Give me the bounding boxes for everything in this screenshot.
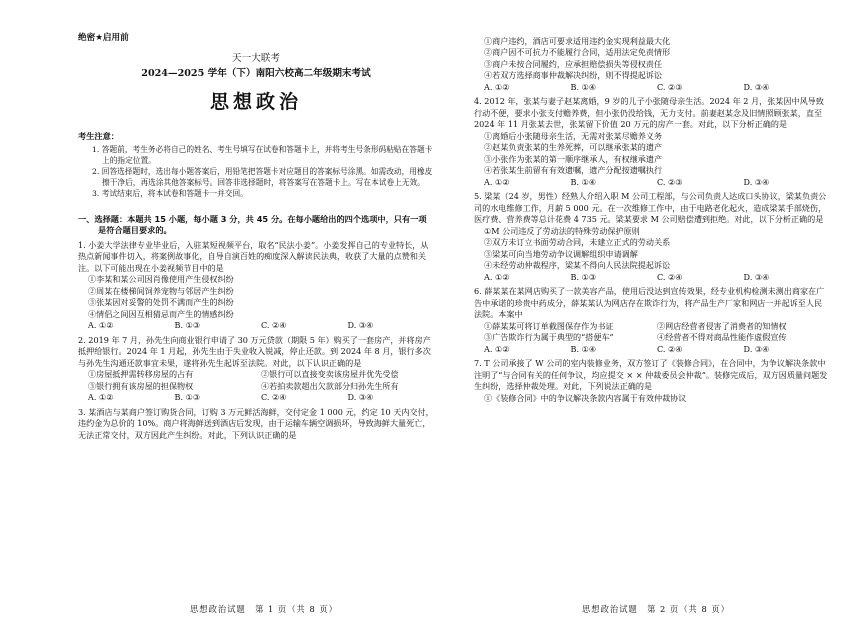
choice-a: A. ①② [484, 271, 510, 282]
choice-c: C. ②④ [657, 343, 683, 354]
options-grid [474, 321, 830, 344]
option-2: ②商户因不可抗力不能履行合同，适用法定免责情形 [484, 47, 671, 58]
question-5 [474, 191, 830, 283]
option-1: ①商户违约，酒店可要求适用违约金实现利益最大化 [484, 36, 671, 46]
option-1: ①房屋抵押需转移房屋的占有 [88, 369, 194, 380]
choice-c: C. ②③ [657, 81, 683, 92]
choice-d: D. ③④ [743, 81, 770, 92]
page-footer-left: 思想政治试题 第 1 页（共 8 页） [190, 604, 338, 614]
choice-a: A. ①② [88, 320, 114, 331]
question-1 [78, 240, 434, 332]
choice-d: D. ③④ [347, 320, 374, 331]
choice-c: C. ②④ [657, 271, 683, 282]
choice-d: D. ③④ [347, 392, 374, 403]
choice-c: C. ②④ [261, 392, 287, 403]
option-4: ④若双方选择商事仲裁解决纠纷，则不得提起诉讼 [484, 70, 663, 81]
note-item-3: 3. 考试结束后，将本试卷和答题卡一并交回。 [92, 188, 248, 198]
notes-block [78, 131, 434, 199]
option-3: ③张某因对妥警的处罚不满而产生的纠纷 [88, 297, 234, 308]
option-1: ①M 公司违反了劳动法的特殊劳动保护原则 [484, 225, 640, 236]
option-3: ③小张作为张某的第一顺序继承人，有权继承遗产 [484, 153, 663, 164]
choice-b: B. ①③ [174, 392, 201, 403]
answer-choices [78, 320, 434, 331]
exam-org: 天一大联考 [232, 53, 280, 65]
subject-title: 思想政治 [209, 91, 302, 114]
choice-a: A. ①② [484, 343, 510, 354]
answer-choices [474, 177, 830, 188]
option-2: ②双方未订立书面劳动合同，未建立正式的劳动关系 [484, 237, 671, 248]
exam-title: 2024—2025 学年（下）南阳六校高二年级期末考试 [141, 67, 371, 79]
question-stem: 6. 薛某某在某网店购买了一款美容产品，使用后没达到宣传效果，经专业机构检测未测出商家在广告中承诺的珍贵中药成分，薛某某认为网店存在欺诈行为，将产品生产厂家和网店一并起诉至人民法院。本案中 [474, 286, 825, 320]
answer-choices [474, 82, 830, 93]
question-stem: 3. 某酒店与某商户签订购货合同，订购 3 万元鲜活海鲜，交付定金 1 000 元，约定 10 天内交付，违约金为总价的 10%。商户将海鲜送到酒店后发现，由于运输车辆空调损坏，导致海鲜大量死亡，无法正常交付，双方因此产生纠纷。对此，下列认识正确的是 [78, 406, 434, 440]
question-stem: 2. 2019 年 7 月，孙先生向商业银行申请了 30 万元贷款（期限 5 年）购买了一套房产，并将房产抵押给银行。2024 年 1 月起，孙先生由于失业收入锐减，停止还款。到 2024 年 8 月，银行多次与孙先生沟通还款事宜未果，遂将孙先生起诉至法院。对此，以下认识正确的是 [78, 334, 431, 368]
question-3-continued [474, 36, 830, 93]
page-footer-right: 思想政治试题 第 2 页（共 8 页） [582, 604, 730, 614]
options-grid [78, 369, 434, 392]
option-1: ①薛某某可将订单截图保存作为书证 [484, 320, 614, 331]
choice-a: A. ①② [484, 176, 510, 187]
question-6 [474, 286, 830, 355]
note-item-1: 1. 答题前，考生务必将自己的姓名、考生号填写在试卷和答题卡上，并将考生号条形码粘贴在答题卡上的指定位置。 [92, 145, 433, 165]
option-1: ①离婚后小张随母亲生活，无需对张某尽赡养义务 [484, 130, 663, 141]
question-3 [78, 407, 434, 441]
option-3: ③梁某可向当地劳动争议调解组织申请调解 [484, 248, 638, 259]
left-page [78, 10, 434, 441]
question-stem: 1. 小姜大学法律专业毕业后，入驻某短视频平台，取名“民法小姜”。小姜发挥自己的专业特长，从热点新闻事件切入，将案例故事化，自导自演百姓的痴度深入解读民法典，收获了大量的点赞和关注。以下可能出现在小姜视频节目中的是 [78, 240, 429, 273]
notes-title: 考生注意： [78, 131, 119, 142]
answer-choices [474, 272, 830, 283]
question-2 [78, 335, 434, 404]
option-4: ④情侣之间因互相猜忌而产生的情感纠纷 [88, 308, 234, 319]
choice-b: B. ①④ [570, 343, 597, 354]
option-4: ④若张某生前留有有效遗嘱，遗产分配按遗嘱执行 [484, 165, 663, 176]
answer-choices [474, 344, 830, 355]
option-3: ③商户未按合同履约，应承担赔偿损失等侵权责任 [484, 58, 663, 69]
note-item-2: 2. 回答选择题时，选出每小题答案后，用铅笔把答题卡对应题目的答案标号涂黑。如需改动，用橡皮擦干净后，再选涂其他答案标号。回答非选择题时，将答案写在答题卡上。写在本试卷上无效。 [92, 166, 433, 187]
choice-c: C. ②③ [657, 176, 683, 187]
question-stem: 5. 梁某（24 岁，男性）经熟人介绍入职 M 公司工程部，与公司负责人达成口头协议，梁某负责公司的水电维修工作，月薪 5 000 元。在一次维修工作中，由于电路老化起火，造成梁某手部烧伤，医疗费、营养费等总计花费 4 735 元。梁某要求 M 公司赔偿遭到拒绝。对此，以下分析正确的是 [474, 191, 827, 225]
answer-choices [78, 392, 434, 403]
choice-d: D. ③④ [743, 176, 770, 187]
question-stem: 7. T 公司承接了 W 公司的室内装修业务，双方签订了《装修合同》，在合同中，为争议解决条款中注明了“与合同有关的任何争议，均应提交 × × 仲裁委员会仲裁”。装修完成后，双方因质量问题发生纠纷，选择仲裁处理。对此，下列说法正确的是 [474, 358, 828, 392]
choice-d: D. ③④ [743, 271, 770, 282]
confidential-mark: 绝密★启用前 [78, 33, 129, 43]
section-heading: 一、选择题：本题共 15 小题，每小题 3 分，共 45 分。在每小题给出的四个选项中，只有一项是符合题目要求的。 [78, 213, 427, 236]
choice-b: B. ①③ [174, 320, 201, 331]
choice-b: B. ①④ [570, 81, 597, 92]
choice-b: B. ①③ [570, 271, 597, 282]
choice-d: D. ③④ [743, 343, 770, 354]
option-2: ②赵某负责张某的生养死葬，可以继承张某的遗产 [484, 142, 663, 153]
choice-c: C. ②④ [261, 320, 287, 331]
question-7 [474, 358, 830, 404]
option-4: ④未经劳动仲裁程序，梁某不得向人民法院提起诉讼 [484, 260, 671, 271]
option-4: ④经营者不得对商品性能作虚假宣传 [657, 332, 787, 343]
choice-a: A. ①② [88, 392, 114, 403]
option-3: ③银行拥有该房屋的担保物权 [88, 380, 194, 391]
option-2: ②银行可以直接变卖该房屋并优先受偿 [261, 369, 399, 380]
option-3: ③广告欺诈行为属于典型的“搭便车” [484, 332, 614, 343]
option-1: ①《装修合同》中的争议解决条款内容属于有效仲裁协议 [484, 392, 687, 403]
option-4: ④若拍卖款超出欠款部分归孙先生所有 [261, 380, 399, 391]
question-4 [474, 96, 830, 188]
option-1: ①李某和某公司因肖像使用产生侵权纠纷 [88, 274, 234, 285]
choice-a: A. ①② [484, 81, 510, 92]
choice-b: B. ①④ [570, 176, 597, 187]
question-stem: 4. 2012 年，张某与妻子赵某离婚，9 岁的儿子小张随母亲生活。2024 年 2 月，张某因中风导致行动不便，要求小张支付赡养费，但小张仍没给钱，无力支付。前妻赵某念及旧情照顾张某，直至 2024 年 11 月张某去世，张某留下价值 20 万元的房产一套。对此，以下分析正确的是 [474, 96, 824, 130]
right-page [474, 10, 830, 404]
option-2: ②网店经营者侵害了消费者的知情权 [657, 320, 787, 331]
option-2: ②周某在楼梯间饲养宠物与邻居产生纠纷 [88, 285, 234, 296]
